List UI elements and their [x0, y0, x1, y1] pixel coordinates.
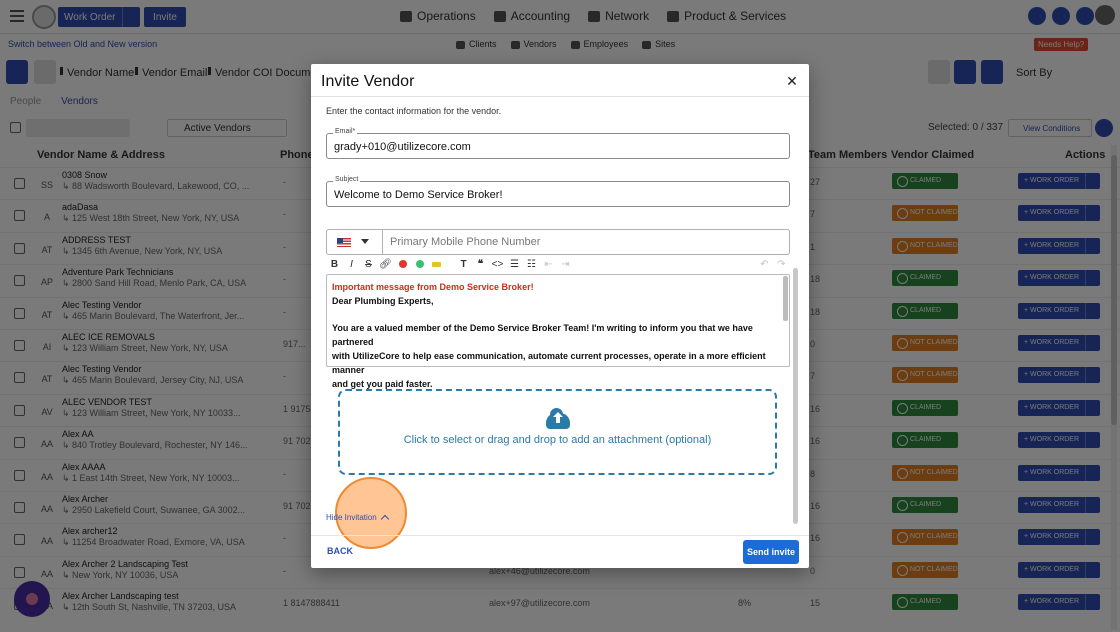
hide-invitation-label: Hide Invitation [326, 513, 377, 522]
hide-invitation-toggle[interactable] [326, 513, 388, 522]
quote-icon[interactable]: ❝ [477, 259, 484, 270]
dialog-scrollbar[interactable] [793, 268, 798, 524]
message-line-5: and get you paid faster. [332, 378, 433, 389]
dropzone-text: Click to select or drag and drop to add an attachment (optional) [403, 434, 712, 446]
bold-icon[interactable]: B [330, 259, 339, 270]
email-field[interactable] [326, 128, 790, 159]
subject-field[interactable] [326, 176, 790, 207]
subject-label: Subject [335, 176, 359, 183]
highlight-icon[interactable] [428, 258, 445, 272]
outdent-icon[interactable]: ⇤ [544, 259, 553, 270]
editor-toolbar [326, 257, 790, 273]
message-line-4: with UtilizeCore to help ease communication, automate current processes, operate in a more efficient manner [332, 350, 766, 375]
italic-icon[interactable]: I [350, 259, 353, 270]
send-invite-button[interactable]: Send invite [743, 540, 799, 564]
bullet-list-icon[interactable]: ☰ [510, 259, 519, 270]
close-icon[interactable]: ✕ [786, 73, 798, 89]
code-icon[interactable]: <> [491, 259, 504, 270]
phone-input[interactable] [390, 236, 780, 248]
redo-icon[interactable]: ↷ [777, 259, 786, 270]
indent-icon[interactable]: ⇥ [561, 259, 570, 270]
message-line-2: Dear Plumbing Experts, [332, 295, 434, 306]
attachment-dropzone[interactable] [338, 389, 777, 475]
chevron-up-icon [380, 515, 388, 523]
dialog-title: Invite Vendor [321, 73, 415, 90]
link-icon[interactable]: 🔗︎ [379, 259, 392, 270]
numbered-list-icon[interactable]: ☷ [527, 259, 536, 270]
dialog-footer-divider [311, 535, 809, 536]
invite-vendor-dialog [311, 64, 809, 568]
chevron-down-icon [361, 239, 369, 244]
strikethrough-icon[interactable]: S [365, 259, 372, 270]
back-button[interactable]: BACK [327, 546, 353, 556]
dialog-intro-text: Enter the contact information for the vendor. [326, 106, 502, 116]
editor-scrollbar[interactable] [783, 276, 788, 321]
email-label: Email* [335, 128, 356, 135]
country-select[interactable] [327, 230, 383, 254]
dialog-body [311, 97, 809, 535]
message-line-3: You are a valued member of the Demo Service Broker Team! I'm writing to inform you that we have partnered [332, 323, 753, 348]
subject-input[interactable] [334, 189, 774, 201]
message-editor[interactable] [326, 274, 790, 389]
phone-field [326, 229, 790, 255]
text-color-red-icon[interactable] [394, 258, 411, 272]
text-color-green-icon[interactable] [411, 258, 428, 272]
us-flag-icon [337, 238, 351, 247]
message-line-1: Important message from Demo Service Broker! [332, 282, 534, 292]
email-input[interactable] [334, 141, 774, 153]
undo-icon[interactable]: ↶ [760, 259, 769, 270]
upload-arrow-icon [553, 412, 563, 424]
font-size-icon[interactable]: T [460, 259, 467, 270]
